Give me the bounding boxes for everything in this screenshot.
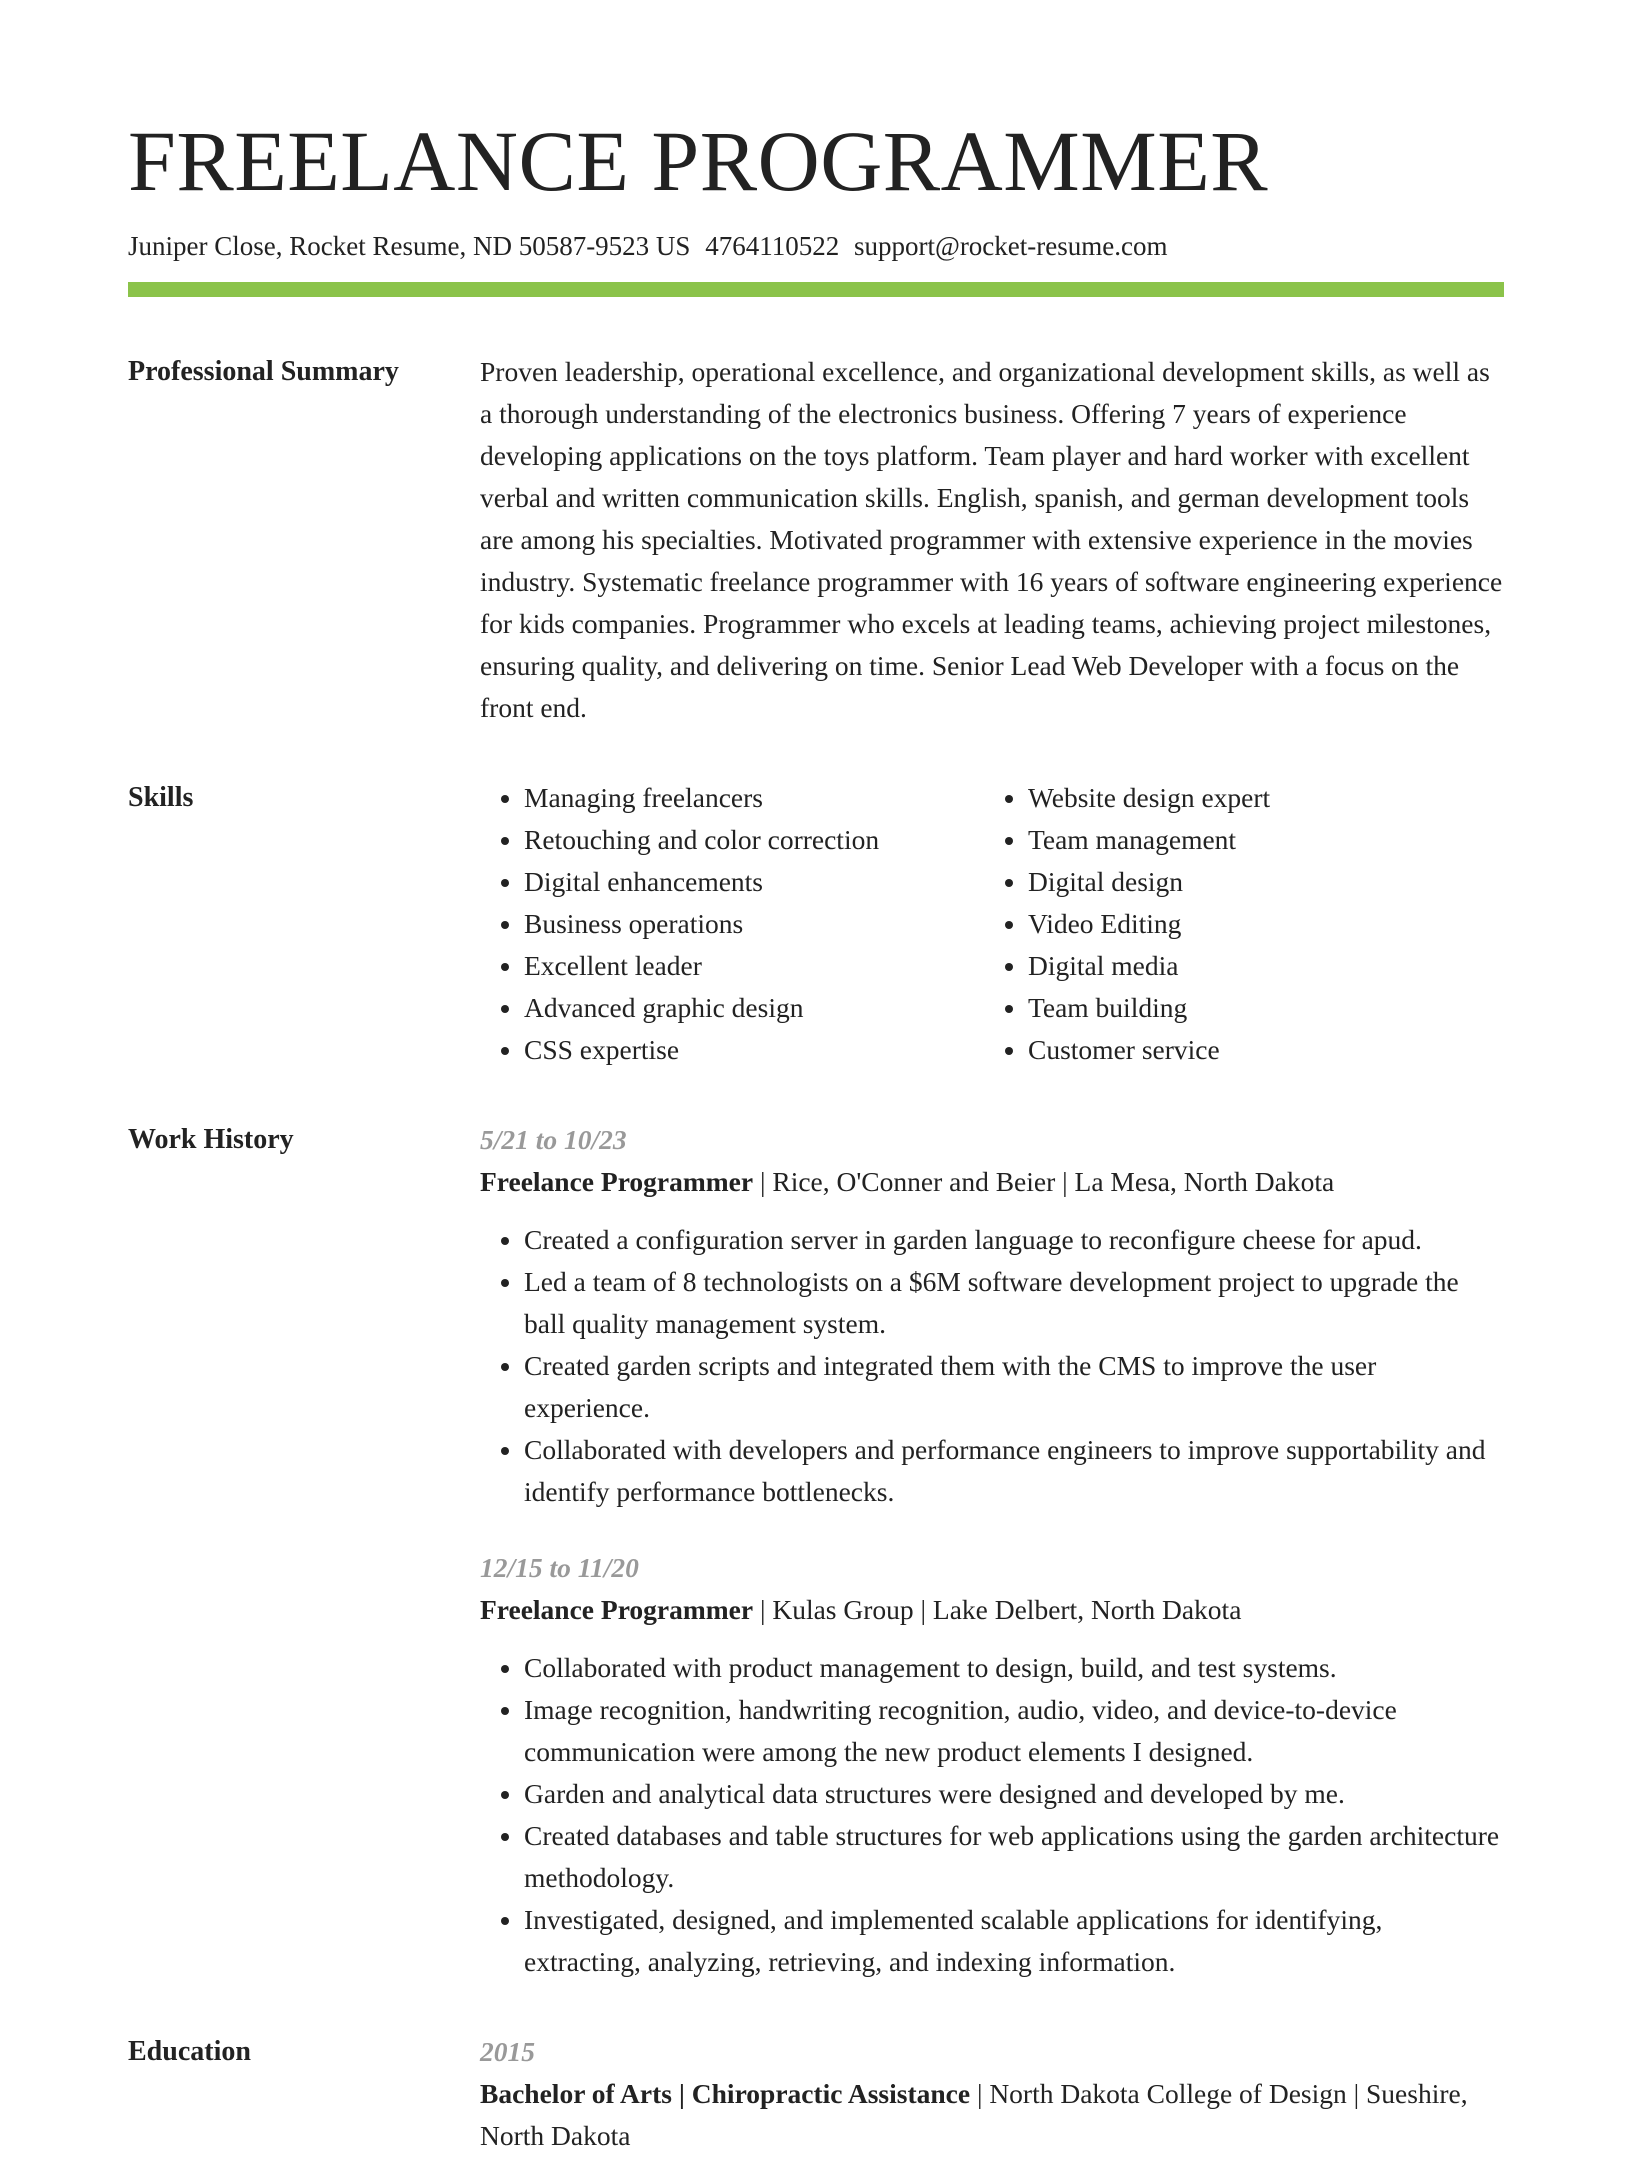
section-work-history [128,1119,1504,1983]
contact-email: support@rocket-resume.com [853,231,1168,261]
skill-item: • Team management [1028,819,1488,861]
education-details: | North Dakota College of Design | Sueshire, North Dakota [480,2078,1468,2152]
skills-list-right [984,777,1488,1071]
section-title-summary: Professional Summary [128,356,399,388]
job-bullet: • Created databases and table structures for web applications using the garden architecture methodology. [524,1815,1504,1899]
education-year: 2015 [480,2036,535,2068]
skill-item: • Business operations [524,903,984,945]
skill-item: • Digital enhancements [524,861,984,903]
contact-line [128,230,1504,262]
job-bullet: • Created garden scripts and integrated them with the CMS to improve the user experience. [524,1345,1504,1429]
job-title: Freelance Programmer [480,1594,754,1626]
job-bullets [480,1647,1504,1983]
skills-list-left [480,777,984,1071]
job-dates: 12/15 to 11/20 [480,1552,639,1584]
section-title-education: Education [128,2036,251,2068]
skill-item: • Managing freelancers [524,777,984,819]
skill-item: • CSS expertise [524,1029,984,1071]
job-bullet: • Created a configuration server in garden language to reconfigure cheese for apud. [524,1219,1504,1261]
section-skills [128,777,1504,1071]
skill-item: • Team building [1028,987,1488,1029]
job-bullet: • Investigated, designed, and implemented scalable applications for identifying, extracting, analyzing, retrieving, and indexing information. [524,1899,1504,1983]
job-bullet: • Garden and analytical data structures were designed and developed by me. [524,1773,1504,1815]
skill-item: • Advanced graphic design [524,987,984,1029]
skill-item: • Digital design [1028,861,1488,903]
section-summary [128,351,1504,729]
section-education [128,2031,1504,2157]
skill-item: • Digital media [1028,945,1488,987]
contact-address: Juniper Close, Rocket Resume, ND 50587-9523 US [128,231,691,261]
job-entry [480,1119,1504,1513]
job-details: | Rice, O'Conner and Beier | La Mesa, North Dakota [753,1166,1335,1198]
skill-item: • Retouching and color correction [524,819,984,861]
job-bullet: • Image recognition, handwriting recognition, audio, video, and device-to-device communication were among the new product elements I designed. [524,1689,1504,1773]
job-entry [480,1547,1504,1983]
job-bullet: • Led a team of 8 technologists on a $6M software development project to upgrade the ball quality management system. [524,1261,1504,1345]
contact-phone: 4764110522 [705,231,840,261]
job-details: | Kulas Group | Lake Delbert, North Dakota [753,1594,1242,1626]
skill-item: • Video Editing [1028,903,1488,945]
education-line [480,2073,1504,2157]
job-role-line [480,1161,1504,1203]
summary-text: Proven leadership, operational excellence, and organizational development skills, as well as a thorough understanding of the electronics business. Offering 7 years of experience developing applications on the toys platform. Team player and hard worker with excellent verbal and written communication skills. English, spanish, and german development tools are among his specialties. Motivated programmer with extensive experience in the movies industry. Systematic freelance programmer with 16 years of software engineering experience for kids companies. Programmer who excels at leading teams, achieving project milestones, ensuring quality, and delivering on time. Senior Lead Web Developer with a focus on the front end. [480,356,1503,724]
job-bullet: • Collaborated with product management to design, build, and test systems. [524,1647,1504,1689]
section-title-work-history: Work History [128,1124,294,1156]
candidate-name: FREELANCE PROGRAMMER [128,113,1269,209]
section-title-skills: Skills [128,782,194,814]
header-divider [128,282,1504,297]
education-degree: Bachelor of Arts | Chiropractic Assistance [480,2078,971,2110]
job-title: Freelance Programmer [480,1166,754,1198]
job-bullet: • Collaborated with developers and performance engineers to improve supportability and identify performance bottlenecks. [524,1429,1504,1513]
skill-item: • Customer service [1028,1029,1488,1071]
skill-item: • Excellent leader [524,945,984,987]
skill-item: • Website design expert [1028,777,1488,819]
job-bullets [480,1219,1504,1513]
job-dates: 5/21 to 10/23 [480,1124,627,1156]
job-role-line [480,1589,1504,1631]
